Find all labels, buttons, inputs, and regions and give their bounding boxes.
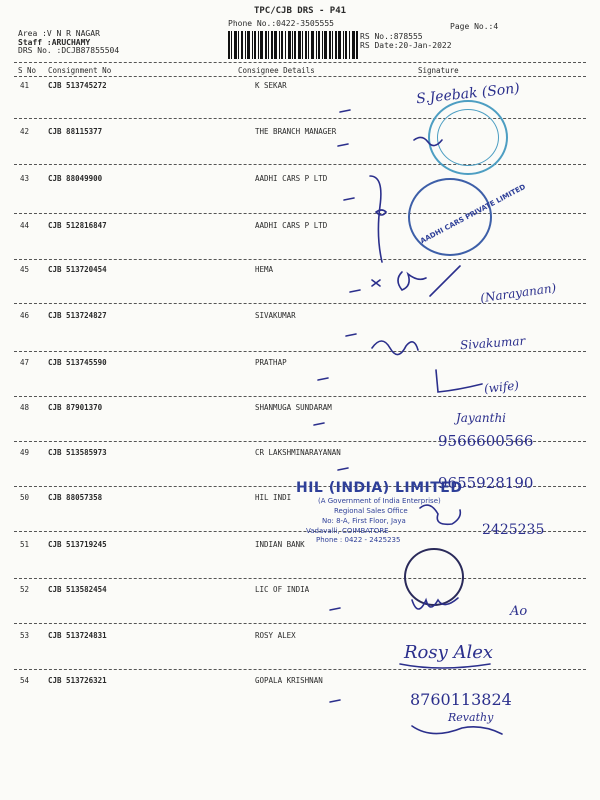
column-header-signature: Signature	[418, 66, 459, 75]
row-consignee: SIVAKUMAR	[255, 311, 296, 320]
column-header-consignee: Consignee Details	[238, 66, 315, 75]
signature-54-name: Revathy	[448, 711, 494, 724]
signature-45: (Narayanan)	[479, 280, 558, 306]
row-consignment: CJB 513582454	[48, 585, 107, 594]
row-sno: 54	[20, 676, 30, 685]
row-consignment: CJB 88057358	[48, 493, 103, 502]
hil-stamp-line: (A Government of India Enterprise)	[318, 497, 441, 505]
signature-48-name: Jayanthi	[456, 411, 507, 425]
row-sno: 45	[20, 265, 30, 274]
row-consignment: CJB 88049900	[48, 174, 103, 183]
row-consignee: THE BRANCH MANAGER	[255, 127, 337, 136]
row-consignee: LIC OF INDIA	[255, 585, 310, 594]
row-sno: 52	[20, 585, 30, 594]
row-consignment: CJB 513745272	[48, 81, 107, 90]
column-header-sno: S No	[18, 66, 37, 75]
signature-50-number: 2425235	[482, 522, 545, 538]
document-title: TPC/CJB DRS - P41	[253, 6, 347, 16]
row-consignee: SHANMUGA SUNDARAM	[255, 403, 332, 412]
row-consignment: CJB 513724827	[48, 311, 107, 320]
signature-41: S.Jeebak (Son)	[415, 80, 521, 108]
phone-number: Phone No.:0422-3505555	[228, 19, 334, 28]
row-sno: 50	[20, 493, 30, 502]
row-consignment: CJB 513724831	[48, 631, 107, 640]
page-number: Page No.:4	[450, 22, 499, 31]
signature-52: Ao	[510, 604, 528, 619]
row-consignee: HEMA	[255, 265, 274, 274]
rs-date: RS Date:20-Jan-2022	[360, 41, 452, 50]
row-sno: 49	[20, 448, 30, 457]
row-consignee: ROSY ALEX	[255, 631, 296, 640]
signature-46: Sivakumar	[459, 333, 526, 353]
row-consignee: K SEKAR	[255, 81, 287, 90]
row-consignment: CJB 512816847	[48, 221, 107, 230]
signature-49-phone: 9655928190	[438, 474, 534, 492]
row-sno: 46	[20, 311, 30, 320]
row-sno: 47	[20, 358, 30, 367]
signature-54-phone: 8760113824	[410, 690, 512, 709]
row-sno: 43	[20, 174, 30, 183]
row-consignment: CJB 513720454	[48, 265, 107, 274]
signature-48-phone: 9566600566	[438, 432, 534, 450]
row-consignee: AADHI CARS P LTD	[255, 174, 328, 183]
row-consignee: GOPALA KRISHNAN	[255, 676, 323, 685]
drs-number: DRS No. :DCJB87855504	[18, 46, 120, 55]
row-consignee: CR LAKSHMINARAYANAN	[255, 448, 341, 457]
aadhi-cars-stamp-text: AADHI CARS PRIVATE LIMITED	[419, 182, 527, 246]
column-header-consignment: Consignment No	[48, 66, 112, 75]
row-consignment: CJB 513745590	[48, 358, 107, 367]
row-sno: 41	[20, 81, 30, 90]
row-sno: 44	[20, 221, 30, 230]
row-consignee: AADHI CARS P LTD	[255, 221, 328, 230]
row-consignment: CJB 513726321	[48, 676, 107, 685]
signature-53: Rosy Alex	[404, 642, 494, 663]
row-sno: 48	[20, 403, 30, 412]
hil-stamp-line: Phone : 0422 - 2425235	[316, 536, 401, 544]
hil-stamp-line: Regional Sales Office	[334, 507, 408, 515]
row-consignment: CJB 87901370	[48, 403, 103, 412]
signature-47: (wife)	[483, 378, 520, 396]
staff-label: Staff :ARUCHAMY	[18, 38, 91, 47]
row-sno: 51	[20, 540, 30, 549]
row-consignee: HIL INDI	[255, 493, 292, 502]
row-consignee: INDIAN BANK	[255, 540, 305, 549]
row-consignment: CJB 513719245	[48, 540, 107, 549]
row-consignment: CJB 88115377	[48, 127, 103, 136]
hil-stamp-line: No: 8-A, First Floor, Jaya	[322, 517, 406, 525]
rs-number: RS No.:878555	[360, 32, 423, 41]
hil-stamp-line: Vadavalli, COIMBATORE	[306, 527, 389, 535]
row-consignment: CJB 513585973	[48, 448, 107, 457]
row-sno: 53	[20, 631, 30, 640]
hil-stamp-title: HIL (INDIA) LIMITED	[296, 480, 463, 496]
row-consignee: PRATHAP	[255, 358, 287, 367]
area-label: Area :V N R NAGAR	[18, 29, 100, 38]
row-sno: 42	[20, 127, 30, 136]
